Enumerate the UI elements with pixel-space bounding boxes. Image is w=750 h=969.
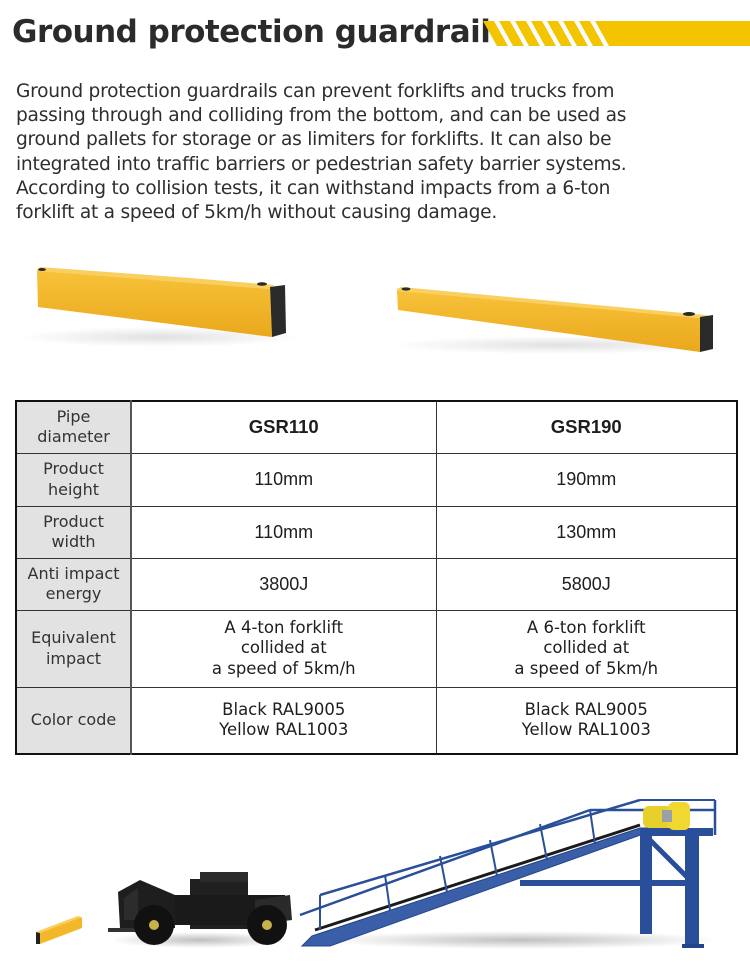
- intro-line: passing through and colliding from the bottom, and can be used as: [16, 105, 627, 127]
- table-cell: Black RAL9005 Yellow RAL1003: [436, 687, 737, 754]
- table-row-anti-impact-energy: [16, 558, 737, 610]
- table-cell: 190mm: [436, 453, 737, 506]
- table-cell: 110mm: [131, 506, 436, 558]
- row-label: Product height: [16, 453, 131, 506]
- row-label: Equivalent impact: [16, 610, 131, 687]
- winch-image: [643, 802, 690, 830]
- intro-line: ground pallets for storage or as limiters for forklifts. It can also be: [16, 129, 612, 151]
- intro-line: According to collision tests, it can withstand impacts from a 6-ton: [16, 177, 611, 199]
- intro-line: Ground protection guardrails can prevent forklifts and trucks from: [16, 81, 615, 102]
- intro-line: integrated into traffic barriers or pedestrian safety barrier systems.: [16, 153, 627, 175]
- table-row-equivalent-impact: [16, 610, 737, 687]
- table-cell: Black RAL9005 Yellow RAL1003: [131, 687, 436, 754]
- guardrail-small-image: [36, 916, 82, 944]
- table-row-product-width: [16, 506, 737, 558]
- guardrail-gsr110-image: [20, 267, 300, 347]
- table-row-pipe-diameter: [16, 401, 737, 453]
- table-row-product-height: [16, 453, 737, 506]
- row-label: Color code: [16, 687, 131, 754]
- collision-test-illustration: [0, 780, 750, 969]
- header: [0, 0, 750, 70]
- guardrail-gsr190-image: [390, 287, 730, 354]
- row-label: Product width: [16, 506, 131, 558]
- hazard-stripe-decoration: [483, 21, 750, 46]
- table-cell: A 4-ton forklift collided at a speed of 5km/h: [131, 610, 436, 687]
- column-header-gsr110: GSR110: [131, 401, 436, 453]
- test-vehicle-image: [108, 872, 292, 948]
- product-images: [0, 245, 750, 385]
- row-label: Pipe diameter: [16, 401, 131, 453]
- page-title: Ground protection guardrail: [12, 14, 491, 50]
- specification-table: [15, 400, 738, 755]
- intro-line: forklift at a speed of 5km/h without causing damage.: [16, 202, 497, 224]
- intro-paragraph: [16, 80, 741, 225]
- table-row-color-code: [16, 687, 737, 754]
- table-cell: 130mm: [436, 506, 737, 558]
- row-label: Anti impact energy: [16, 558, 131, 610]
- table-cell: 5800J: [436, 558, 737, 610]
- column-header-gsr190: GSR190: [436, 401, 737, 453]
- table-cell: A 6-ton forklift collided at a speed of 5km/h: [436, 610, 737, 687]
- table-cell: 110mm: [131, 453, 436, 506]
- table-cell: 3800J: [131, 558, 436, 610]
